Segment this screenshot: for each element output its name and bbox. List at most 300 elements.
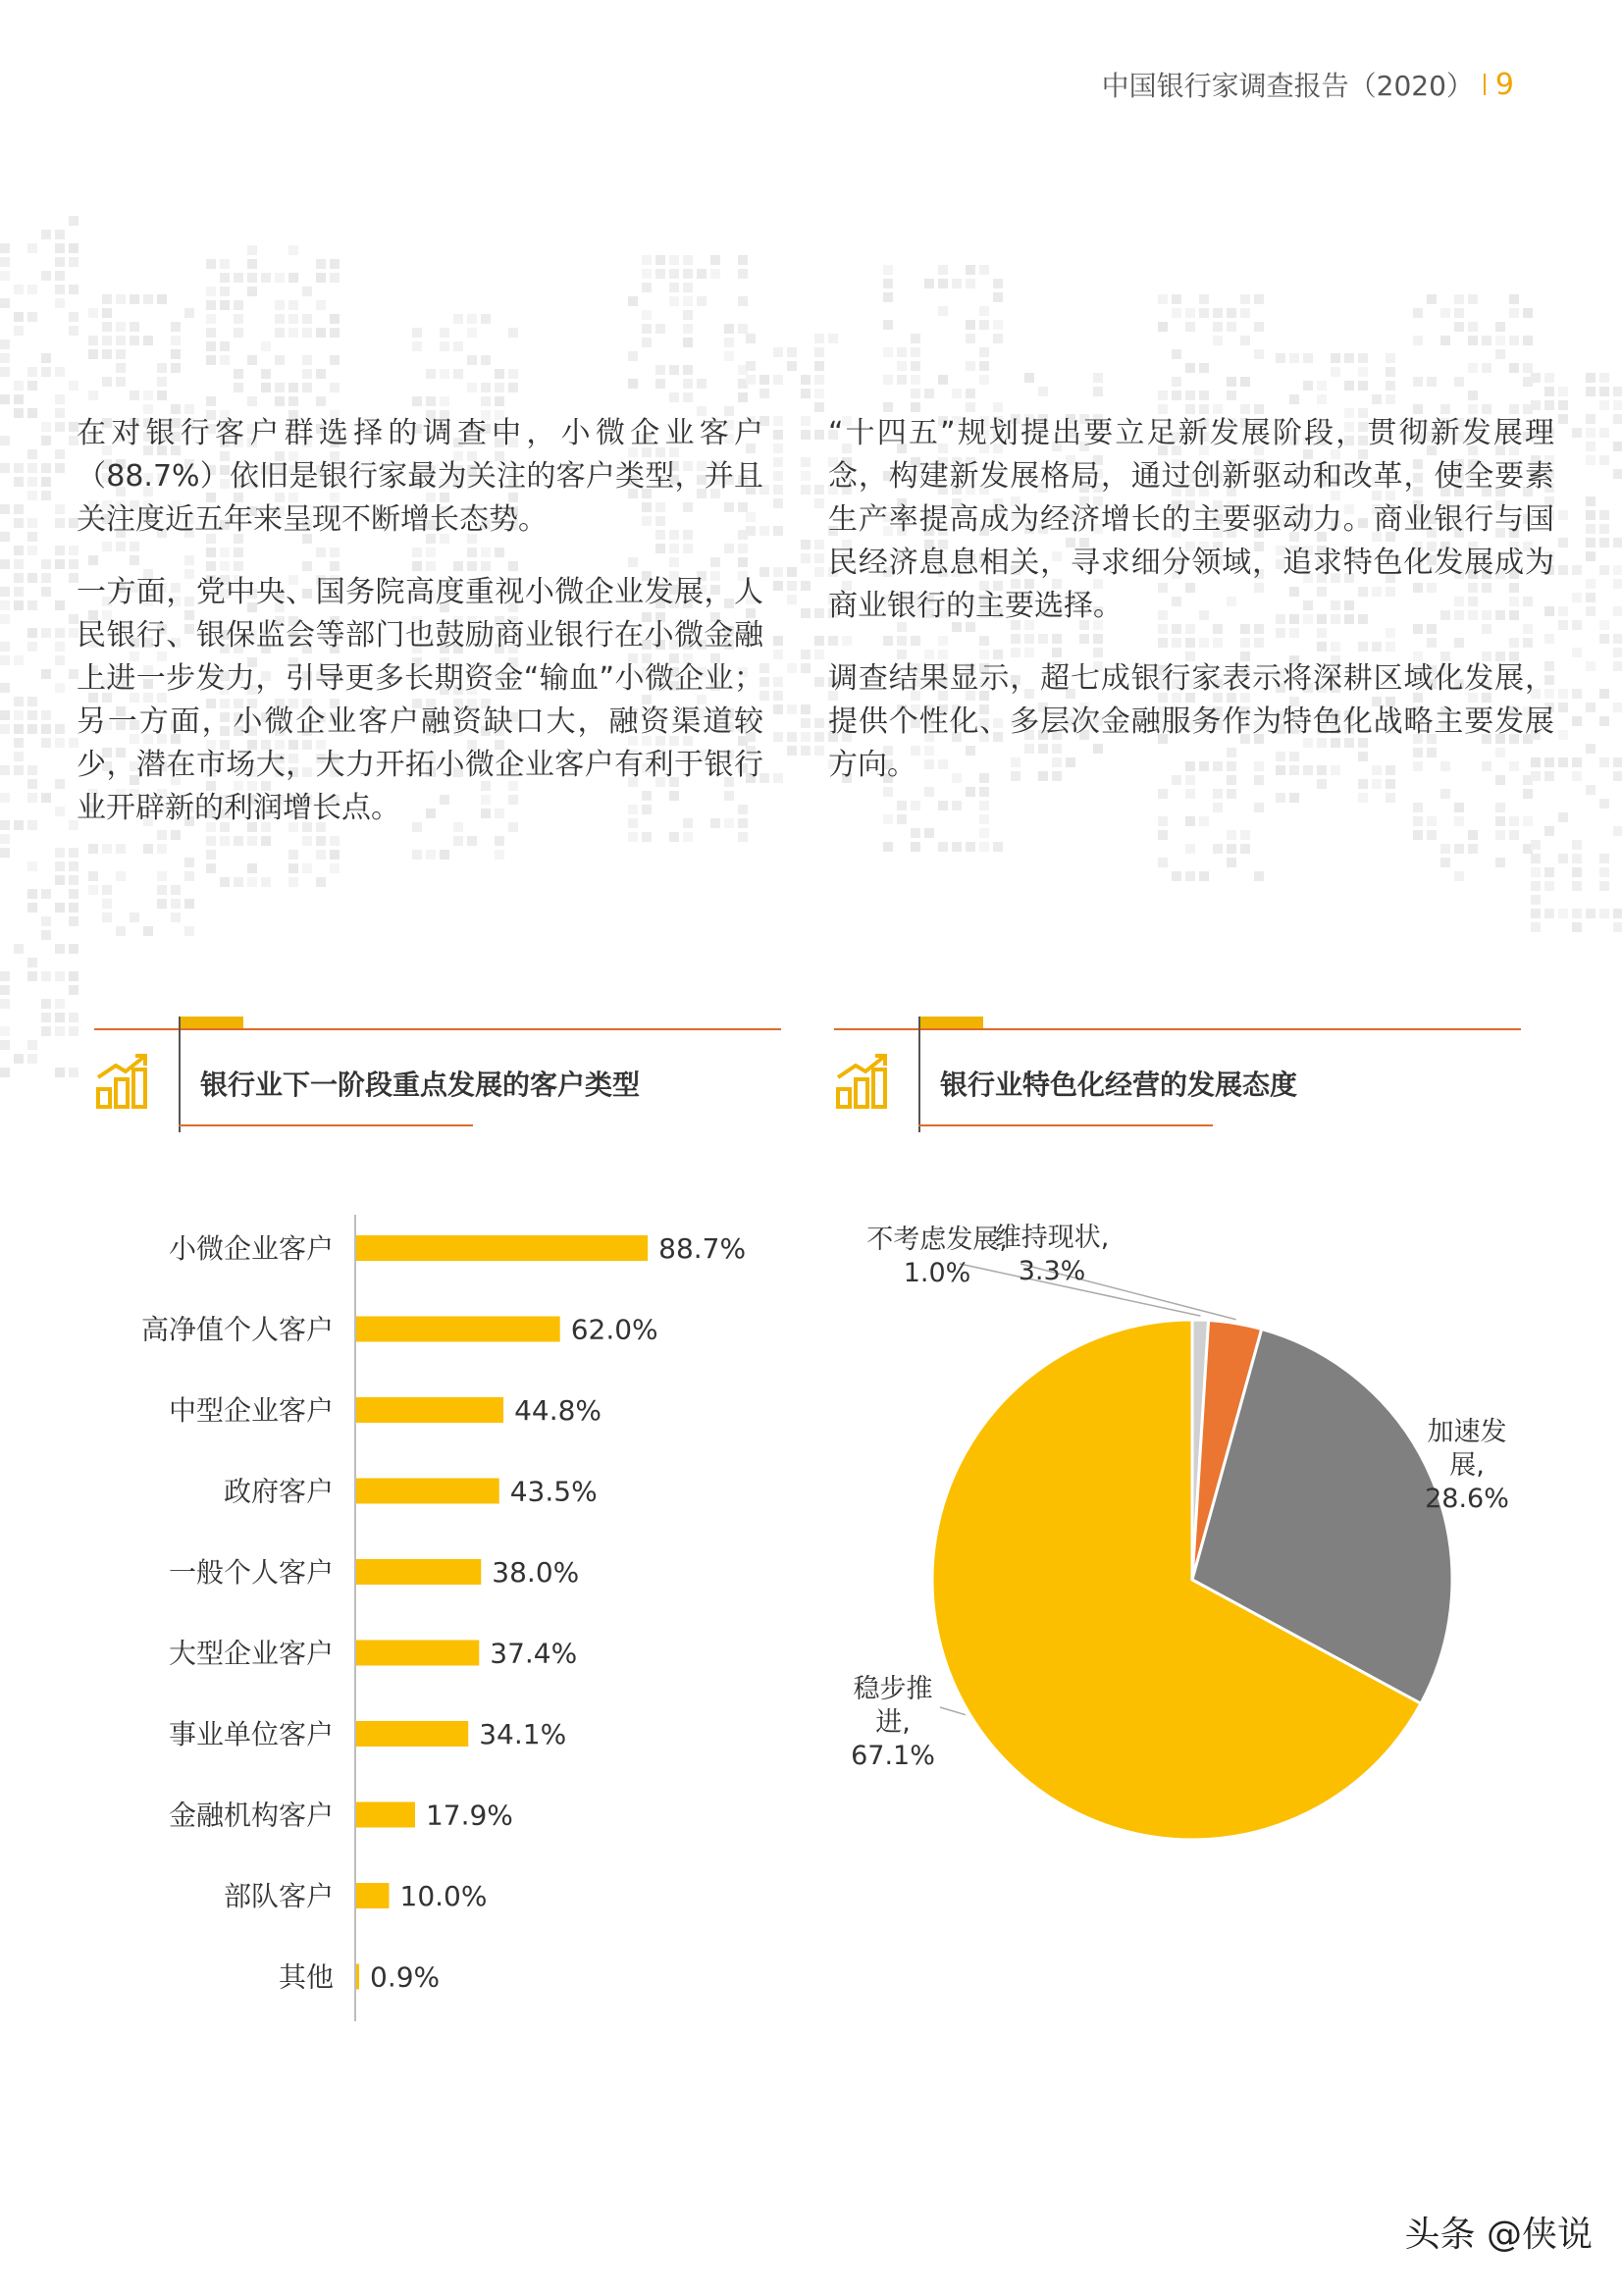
bar-value-label: 44.8% <box>514 1394 602 1427</box>
background-pixel <box>1599 689 1609 699</box>
background-pixel <box>41 573 51 583</box>
background-pixel <box>55 807 65 816</box>
background-pixel <box>0 710 10 720</box>
background-pixel <box>69 916 78 926</box>
background-pixel <box>206 396 216 406</box>
background-pixel <box>1586 579 1596 589</box>
background-pixel <box>1317 394 1327 404</box>
background-pixel <box>1172 391 1181 400</box>
background-pixel <box>1199 391 1209 400</box>
background-pixel <box>1586 538 1596 548</box>
pie-chart-title: 银行业特色化经营的发展态度 <box>940 1069 1298 1101</box>
background-pixel <box>330 863 340 873</box>
background-pixel <box>1586 703 1596 712</box>
background-pixel <box>247 245 257 255</box>
bar-value-label: 38.0% <box>492 1556 580 1589</box>
background-pixel <box>261 369 271 379</box>
background-pixel <box>288 273 298 283</box>
background-pixel <box>1386 394 1395 404</box>
background-pixel <box>642 255 652 265</box>
background-pixel <box>801 732 811 742</box>
background-pixel <box>1572 922 1582 932</box>
background-pixel <box>220 259 230 269</box>
background-pixel <box>27 820 37 830</box>
background-pixel <box>814 650 824 659</box>
background-pixel <box>412 341 422 351</box>
background-pixel <box>1613 703 1622 712</box>
background-pixel <box>1599 538 1609 548</box>
background-pixel <box>924 389 934 398</box>
background-pixel <box>1254 349 1264 359</box>
background-pixel <box>143 294 153 304</box>
background-pixel <box>157 294 167 304</box>
background-pixel <box>1558 414 1568 424</box>
background-pixel <box>642 338 652 347</box>
background-pixel <box>69 216 78 226</box>
background-pixel <box>27 765 37 775</box>
left-text-column <box>77 412 763 860</box>
background-pixel <box>883 842 893 852</box>
background-pixel <box>993 320 1003 330</box>
background-pixel <box>1586 496 1596 506</box>
background-pixel <box>1613 661 1622 671</box>
background-pixel <box>116 336 126 345</box>
heading-bottom-line <box>918 1124 1213 1126</box>
background-pixel <box>27 243 37 253</box>
background-pixel <box>14 573 24 583</box>
background-pixel <box>1509 363 1519 373</box>
background-pixel <box>1276 353 1285 363</box>
background-pixel <box>0 614 10 624</box>
background-pixel <box>911 828 920 838</box>
background-pixel <box>683 296 693 306</box>
background-pixel <box>801 375 811 385</box>
background-pixel <box>275 314 285 324</box>
background-pixel <box>1038 387 1048 396</box>
bar <box>356 1964 359 1990</box>
background-pixel <box>1558 757 1568 767</box>
background-pixel <box>69 971 78 981</box>
background-pixel <box>234 328 243 338</box>
background-pixel <box>1158 858 1168 867</box>
watermark: 头条 @侠说 <box>1404 2215 1593 2255</box>
background-pixel <box>0 353 10 363</box>
background-pixel <box>883 375 893 385</box>
background-pixel <box>1199 308 1209 318</box>
background-pixel <box>143 336 153 345</box>
background-pixel <box>69 285 78 294</box>
background-pixel <box>41 477 51 487</box>
background-pixel <box>316 273 326 283</box>
bar-value-label: 88.7% <box>658 1232 747 1265</box>
background-pixel <box>814 608 824 618</box>
background-pixel <box>69 381 78 391</box>
background-pixel <box>288 314 298 324</box>
page-header <box>1102 65 1514 104</box>
background-pixel <box>27 573 37 583</box>
background-pixel <box>14 326 24 336</box>
background-pixel <box>27 958 37 967</box>
background-pixel <box>1572 854 1582 863</box>
background-pixel <box>1213 844 1223 854</box>
background-pixel <box>938 842 948 852</box>
background-pixel <box>41 422 51 432</box>
background-pixel <box>1240 830 1250 840</box>
background-pixel <box>1558 565 1568 575</box>
background-pixel <box>787 347 797 357</box>
background-pixel <box>1599 387 1609 396</box>
background-pixel <box>1586 373 1596 383</box>
background-pixel <box>27 724 37 734</box>
background-pixel <box>801 746 811 756</box>
background-pixel <box>234 877 243 887</box>
background-pixel <box>1509 830 1519 840</box>
background-pixel <box>1599 524 1609 534</box>
background-pixel <box>206 314 216 324</box>
background-pixel <box>27 491 37 500</box>
background-pixel <box>1613 387 1622 396</box>
background-pixel <box>69 861 78 871</box>
background-pixel <box>102 913 112 922</box>
background-pixel <box>0 848 10 858</box>
background-pixel <box>746 361 756 371</box>
background-pixel <box>55 504 65 514</box>
background-pixel <box>55 1068 65 1077</box>
bar-category-label: 部队客户 <box>223 1880 334 1912</box>
background-pixel <box>55 642 65 652</box>
background-pixel <box>1495 322 1505 332</box>
background-pixel <box>275 355 285 365</box>
background-pixel <box>1613 909 1622 918</box>
background-pixel <box>0 655 10 665</box>
bar-category-label: 金融机构客户 <box>168 1799 334 1832</box>
background-pixel <box>206 863 216 873</box>
background-pixel <box>1613 579 1622 589</box>
background-pixel <box>1586 551 1596 561</box>
background-pixel <box>1427 816 1437 826</box>
background-pixel <box>773 650 783 659</box>
background-pixel <box>683 324 693 334</box>
background-pixel <box>247 273 257 283</box>
background-pixel <box>787 581 797 591</box>
background-pixel <box>966 279 975 288</box>
background-pixel <box>14 546 24 555</box>
background-pixel <box>41 724 51 734</box>
background-pixel <box>897 361 907 371</box>
background-pixel <box>88 391 98 400</box>
background-pixel <box>27 697 37 706</box>
background-pixel <box>1413 377 1423 387</box>
background-pixel <box>41 999 51 1009</box>
background-pixel <box>697 379 706 389</box>
background-pixel <box>814 732 824 742</box>
background-pixel <box>302 328 312 338</box>
background-pixel <box>467 355 477 365</box>
pie-slice-label: 不考虑发展, <box>866 1225 1008 1255</box>
background-pixel <box>69 1026 78 1036</box>
background-pixel <box>1454 377 1464 387</box>
background-pixel <box>14 381 24 391</box>
background-pixel <box>41 1013 51 1022</box>
background-pixel <box>1572 428 1582 438</box>
background-pixel <box>1495 349 1505 359</box>
background-pixel <box>206 300 216 310</box>
background-pixel <box>1599 455 1609 465</box>
pie-leader-line <box>940 1707 966 1715</box>
background-pixel <box>1599 510 1609 520</box>
background-pixel <box>1158 816 1168 826</box>
bar <box>356 1397 503 1423</box>
background-pixel <box>261 341 271 351</box>
background-pixel <box>1613 400 1622 410</box>
background-pixel <box>966 402 975 412</box>
background-pixel <box>801 430 811 440</box>
background-pixel <box>316 369 326 379</box>
bar-value-label: 17.9% <box>425 1799 513 1832</box>
background-pixel <box>1303 353 1313 363</box>
background-pixel <box>669 392 679 402</box>
bar-category-label: 中型企业客户 <box>168 1394 334 1427</box>
background-pixel <box>952 389 962 398</box>
background-pixel <box>669 283 679 292</box>
background-pixel <box>1386 353 1395 363</box>
background-pixel <box>814 389 824 398</box>
background-pixel <box>1544 387 1554 396</box>
background-pixel <box>1344 381 1354 391</box>
background-pixel <box>883 292 893 302</box>
background-pixel <box>1227 308 1236 318</box>
background-pixel <box>773 567 783 577</box>
background-pixel <box>0 367 10 377</box>
background-pixel <box>55 367 65 377</box>
background-pixel <box>288 396 298 406</box>
background-pixel <box>1227 830 1236 840</box>
background-pixel <box>1468 294 1478 304</box>
background-pixel <box>724 351 734 361</box>
background-pixel <box>206 287 216 296</box>
background-pixel <box>738 296 748 306</box>
background-pixel <box>1427 294 1437 304</box>
background-pixel <box>801 581 811 591</box>
background-pixel <box>102 336 112 345</box>
background-pixel <box>738 392 748 402</box>
background-pixel <box>88 308 98 318</box>
background-pixel <box>1599 428 1609 438</box>
background-pixel <box>1558 620 1568 630</box>
background-pixel <box>938 306 948 316</box>
background-pixel <box>0 532 10 542</box>
background-pixel <box>1172 349 1181 359</box>
background-pixel <box>1523 816 1533 826</box>
background-pixel <box>0 999 10 1009</box>
background-pixel <box>14 559 24 569</box>
background-pixel <box>27 903 37 913</box>
background-pixel <box>683 365 693 375</box>
background-pixel <box>1344 353 1354 363</box>
background-pixel <box>316 300 326 310</box>
background-pixel <box>801 663 811 673</box>
background-pixel <box>0 298 10 308</box>
background-pixel <box>440 328 449 338</box>
background-pixel <box>1572 716 1582 726</box>
background-pixel <box>814 361 824 371</box>
background-pixel <box>27 285 37 294</box>
background-pixel <box>116 322 126 332</box>
background-pixel <box>14 738 24 748</box>
background-pixel <box>1544 867 1554 877</box>
background-pixel <box>14 408 24 418</box>
background-pixel <box>724 338 734 347</box>
right-paragraph-2: 调查结果显示，超七成银行家表示将深耕区域化发展，提供个性化、多层次金融服务作为特色化战略主要发展方向。 <box>828 661 1554 782</box>
background-pixel <box>302 383 312 392</box>
background-pixel <box>288 245 298 255</box>
background-pixel <box>55 230 65 239</box>
background-pixel <box>261 273 271 283</box>
background-pixel <box>157 885 167 895</box>
background-pixel <box>1024 373 1034 383</box>
background-pixel <box>0 271 10 281</box>
background-pixel <box>27 449 37 459</box>
background-pixel <box>495 396 504 406</box>
background-pixel <box>993 842 1003 852</box>
background-pixel <box>993 292 1003 302</box>
background-pixel <box>1613 922 1622 932</box>
background-pixel <box>41 436 51 445</box>
background-pixel <box>481 314 491 324</box>
header-separator <box>1484 74 1486 95</box>
background-pixel <box>1531 400 1541 410</box>
background-pixel <box>801 485 811 495</box>
heading-tab <box>181 1017 243 1028</box>
bar <box>356 1479 499 1504</box>
background-pixel <box>220 273 230 283</box>
background-pixel <box>773 485 783 495</box>
pie-slice-label: 展, <box>1449 1450 1485 1481</box>
background-pixel <box>773 444 783 453</box>
background-pixel <box>801 718 811 728</box>
background-pixel <box>55 944 65 954</box>
background-pixel <box>102 322 112 332</box>
background-pixel <box>41 628 51 638</box>
background-pixel <box>1358 353 1368 363</box>
background-pixel <box>55 559 65 569</box>
background-pixel <box>669 296 679 306</box>
background-pixel <box>288 877 298 887</box>
background-pixel <box>1531 909 1541 918</box>
heading-bottom-line <box>179 1124 473 1126</box>
rising-bar-chart-icon <box>834 1052 895 1113</box>
background-pixel <box>330 383 340 392</box>
background-pixel <box>41 559 51 569</box>
heading-tab <box>920 1017 983 1028</box>
background-pixel <box>1544 881 1554 891</box>
background-pixel <box>1199 816 1209 826</box>
background-pixel <box>773 375 783 385</box>
background-pixel <box>130 294 139 304</box>
background-pixel <box>330 314 340 324</box>
background-pixel <box>1413 830 1423 840</box>
background-pixel <box>14 752 24 761</box>
background-pixel <box>801 650 811 659</box>
heading-top-line <box>94 1028 781 1030</box>
background-pixel <box>184 871 194 881</box>
background-pixel <box>911 347 920 357</box>
background-pixel <box>220 355 230 365</box>
background-pixel <box>1558 510 1568 520</box>
background-pixel <box>220 877 230 887</box>
background-pixel <box>1482 363 1491 373</box>
background-pixel <box>814 375 824 385</box>
background-pixel <box>0 985 10 995</box>
background-pixel <box>0 559 10 569</box>
background-pixel <box>0 724 10 734</box>
background-pixel <box>1572 757 1582 767</box>
background-pixel <box>184 308 194 318</box>
background-pixel <box>41 738 51 748</box>
background-pixel <box>801 704 811 714</box>
bar-category-label: 小微企业客户 <box>168 1232 334 1265</box>
background-pixel <box>938 375 948 385</box>
background-pixel <box>0 793 10 803</box>
background-pixel <box>952 842 962 852</box>
background-pixel <box>1613 469 1622 479</box>
background-pixel <box>1531 373 1541 383</box>
background-pixel <box>1531 881 1541 891</box>
background-pixel <box>14 477 24 487</box>
background-pixel <box>1495 830 1505 840</box>
background-pixel <box>1454 322 1464 332</box>
background-pixel <box>1482 336 1491 345</box>
background-pixel <box>55 600 65 610</box>
background-pixel <box>814 540 824 549</box>
background-pixel <box>41 1026 51 1036</box>
background-pixel <box>130 391 139 400</box>
background-pixel <box>55 422 65 432</box>
bar-value-label: 37.4% <box>490 1637 578 1670</box>
background-pixel <box>924 279 934 288</box>
background-pixel <box>220 341 230 351</box>
background-pixel <box>724 324 734 334</box>
background-pixel <box>143 926 153 936</box>
background-pixel <box>1213 308 1223 318</box>
background-pixel <box>55 298 65 308</box>
background-pixel <box>508 383 518 392</box>
background-pixel <box>655 379 665 389</box>
background-pixel <box>102 377 112 387</box>
background-pixel <box>41 793 51 803</box>
background-pixel <box>1613 771 1622 781</box>
background-pixel <box>116 349 126 359</box>
background-pixel <box>1586 510 1596 520</box>
background-pixel <box>814 347 824 357</box>
background-pixel <box>1572 593 1582 602</box>
background-pixel <box>247 355 257 365</box>
background-pixel <box>1303 381 1313 391</box>
bar-category-label: 一般个人客户 <box>168 1556 334 1589</box>
background-pixel <box>426 396 436 406</box>
background-pixel <box>801 540 811 549</box>
background-pixel <box>1613 757 1622 767</box>
background-pixel <box>206 328 216 338</box>
background-pixel <box>1599 400 1609 410</box>
background-pixel <box>55 999 65 1009</box>
background-pixel <box>773 636 783 646</box>
background-pixel <box>288 863 298 873</box>
background-pixel <box>302 287 312 296</box>
background-pixel <box>234 273 243 283</box>
pie-slice-label: 3.3% <box>1018 1256 1086 1286</box>
background-pixel <box>883 265 893 275</box>
